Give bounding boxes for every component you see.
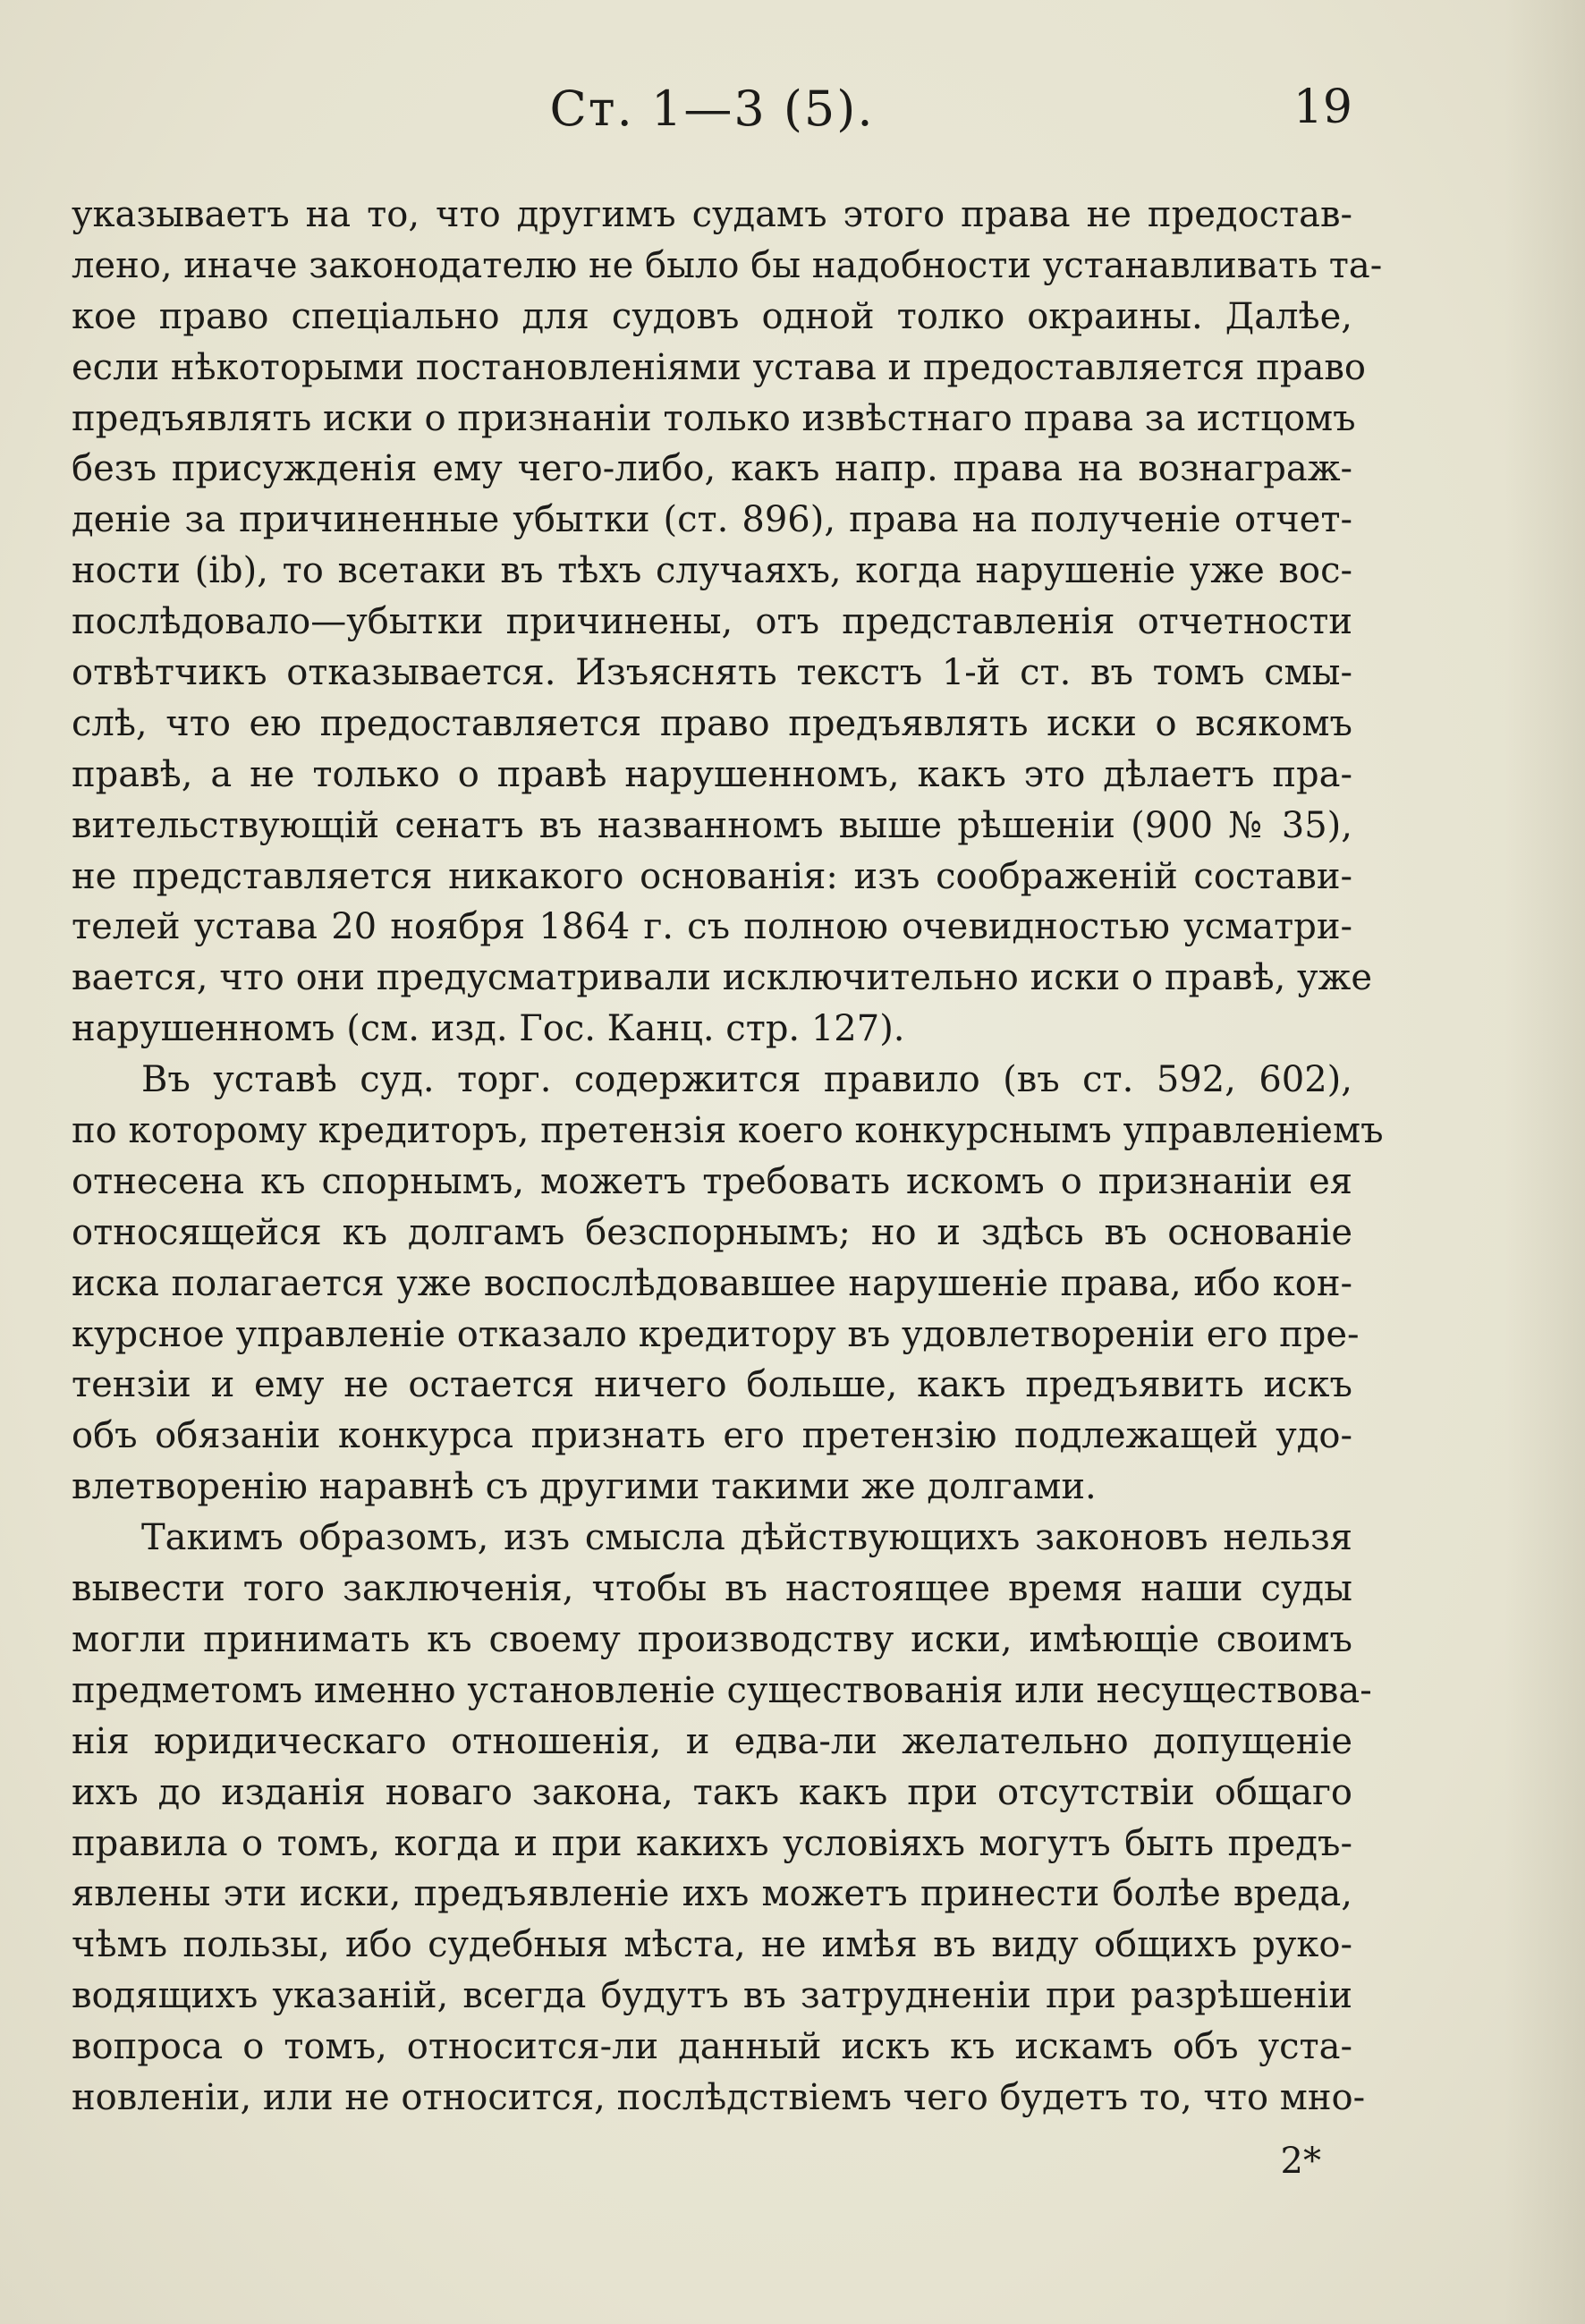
text-line: Такимъ образомъ, изъ смысла дѣйствующихъ законовъ нельзя — [141, 1517, 1352, 1559]
text-line: вается, что они предусматривали исключительно иски о правѣ, уже — [72, 957, 1373, 999]
text-line: если нѣкоторыми постановленіями устава и предоставляется право — [72, 346, 1366, 388]
text-line: отнесена къ спорнымъ, можетъ требовать искомъ о признаніи ея — [72, 1160, 1352, 1202]
text-line: иска полагается уже воспослѣдовавшее нарушеніе права, ибо кон- — [72, 1262, 1352, 1304]
page-edge-shadow — [1504, 0, 1585, 2324]
text-line: могли принимать къ своему производству иски, имѣющіе своимъ — [72, 1618, 1352, 1660]
text-line: телей устава 20 ноября 1864 г. съ полною очевидностью усматри- — [72, 906, 1352, 948]
text-line: нарушенномъ (см. изд. Гос. Канц. стр. 127). — [72, 1008, 905, 1050]
text-line: объ обязаніи конкурса признать его претензію подлежащей удо- — [72, 1415, 1352, 1457]
text-line: вывести того заключенія, чтобы въ настоящее время наши суды — [72, 1568, 1352, 1610]
paragraph-2 — [72, 1055, 1384, 1513]
text-line: безъ присужденія ему чего-либо, какъ напр. права на вознаграж- — [72, 448, 1352, 490]
text-line: не представляется никакого основанія: изъ соображеній состави- — [72, 855, 1352, 897]
text-line: ности (ib), то всетаки въ тѣхъ случаяхъ, когда нарушеніе уже вос- — [72, 550, 1352, 592]
text-line: лено, иначе законодателю не было бы надобности устанавливать та- — [72, 244, 1383, 286]
text-line: чѣмъ пользы, ибо судебныя мѣста, не имѣя въ виду общихъ руко- — [72, 1924, 1352, 1966]
page-header — [72, 81, 1352, 143]
text-line: ихъ до изданія новаго закона, такъ какъ при отсутствіи общаго — [72, 1771, 1352, 1813]
running-head: Ст. 1—3 (5). — [549, 81, 875, 137]
text-line: нія юридическаго отношенія, и едва-ли желательно допущеніе — [72, 1720, 1352, 1762]
text-line: правила о томъ, когда и при какихъ условіяхъ могутъ быть предъ- — [72, 1822, 1352, 1864]
text-line: явлены эти иски, предъявленіе ихъ можетъ принести болѣе вреда, — [72, 1873, 1352, 1915]
text-line: новленіи, или не относится, послѣдствіемъ чего будетъ то, что мно- — [72, 2076, 1366, 2118]
text-line: указываетъ на то, что другимъ судамъ этого права не предостав- — [72, 194, 1352, 235]
text-line: относящейся къ долгамъ безспорнымъ; но и здѣсь въ основаніе — [72, 1211, 1352, 1253]
text-line: деніе за причиненные убытки (ст. 896), права на полученіе отчет- — [72, 499, 1352, 541]
text-line: отвѣтчикъ отказывается. Изъяснять текстъ 1-й ст. въ томъ смы- — [72, 652, 1352, 694]
body-text — [72, 190, 1384, 2124]
text-line: тензіи и ему не остается ничего больше, какъ предъявить искъ — [72, 1364, 1352, 1406]
text-line: правѣ, а не только о правѣ нарушенномъ, какъ это дѣлаетъ пра- — [72, 753, 1352, 795]
text-line: влетворенію наравнѣ съ другими такими же долгами. — [72, 1466, 1097, 1508]
text-line: послѣдовало—убытки причинены, отъ представленія отчетности — [72, 601, 1352, 643]
text-line: предъявлять иски о признаніи только извѣстнаго права за истцомъ — [72, 397, 1356, 439]
page-number: 19 — [1293, 81, 1352, 134]
text-line: вительствующій сенатъ въ названномъ выше рѣшеніи (900 № 35), — [72, 804, 1352, 846]
paragraph-3 — [72, 1513, 1372, 2124]
text-line: вопроса о томъ, относится-ли данный искъ къ искамъ объ уста- — [72, 2026, 1352, 2068]
text-line: по которому кредиторъ, претензія коего конкурснымъ управленіемъ — [72, 1110, 1384, 1152]
signature-mark: 2* — [1280, 2141, 1321, 2182]
text-line: Въ уставѣ суд. торг. содержится правило (въ ст. 592, 602), — [141, 1059, 1352, 1101]
paragraph-1 — [72, 190, 1383, 1055]
text-line: курсное управленіе отказало кредитору въ удовлетвореніи его пре- — [72, 1313, 1360, 1355]
text-line: водящихъ указаній, всегда будутъ въ затрудненіи при разрѣшеніи — [72, 1975, 1352, 2017]
text-line: слѣ, что ею предоставляется право предъявлять иски о всякомъ — [72, 702, 1352, 744]
text-line: кое право спеціально для судовъ одной толко окраины. Далѣе, — [72, 295, 1352, 337]
text-line: предметомъ именно установленіе существованія или несуществова- — [72, 1669, 1372, 1711]
